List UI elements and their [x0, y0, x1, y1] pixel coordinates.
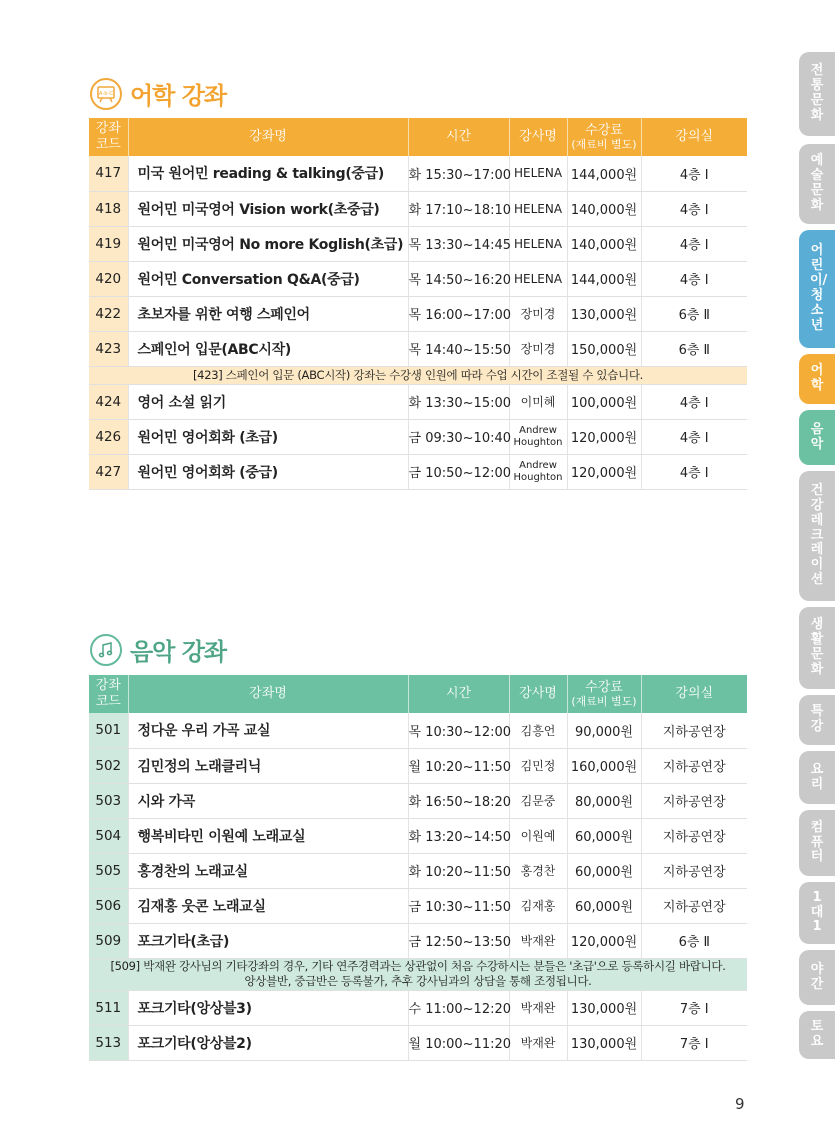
course-code: 426 [89, 419, 128, 454]
side-tab-label: 음악 [810, 421, 824, 452]
course-name: 초보자를 위한 여행 스페인어 [128, 296, 408, 331]
table-row [89, 261, 747, 296]
course-room: 4층 Ⅰ [641, 261, 747, 296]
course-name: 포크기타(앙상블3) [128, 990, 408, 1025]
header-instructor: 강사명 [509, 675, 567, 713]
course-time: 목 13:30~14:45 [408, 226, 509, 261]
course-code: 506 [89, 888, 128, 923]
course-fee: 140,000원 [567, 191, 641, 226]
side-tab-label: 1대1 [810, 889, 824, 935]
table-row [89, 419, 747, 454]
course-name: 포크기타(앙상블2) [128, 1025, 408, 1060]
course-fee: 120,000원 [567, 454, 641, 489]
header-name: 강좌명 [128, 675, 408, 713]
table-row [89, 226, 747, 261]
header-fee: 수강료 (재료비 별도) [567, 118, 641, 156]
course-time: 화 13:30~15:00 [408, 384, 509, 419]
course-name: 행복비타민 이원예 노래교실 [128, 818, 408, 853]
course-code: 420 [89, 261, 128, 296]
side-tab-3[interactable] [799, 230, 835, 348]
side-tab-label: 어린이/청소년 [810, 243, 828, 333]
course-name: 김민정의 노래클리닉 [128, 748, 408, 783]
course-name: 시와 가곡 [128, 783, 408, 818]
course-instructor: HELENA [509, 191, 567, 226]
side-tab-label: 특강 [810, 704, 824, 734]
course-room: 7층 Ⅰ [641, 1025, 747, 1060]
course-code: 417 [89, 156, 128, 191]
table-row [89, 748, 747, 783]
course-code: 505 [89, 853, 128, 888]
course-room: 지하공연장 [641, 783, 747, 818]
course-name: 포크기타(초급) [128, 923, 408, 958]
course-instructor: 박재완 [509, 990, 567, 1025]
side-tab-label: 토요 [810, 1019, 824, 1049]
side-tab-label: 생활문화 [810, 617, 824, 677]
course-fee: 80,000원 [567, 783, 641, 818]
table-row [89, 191, 747, 226]
side-tab-label: 예술문화 [810, 153, 824, 213]
table-row [89, 888, 747, 923]
table-header-row [89, 675, 747, 713]
course-room: 4층 Ⅰ [641, 419, 747, 454]
course-time: 수 11:00~12:20 [408, 990, 509, 1025]
header-time: 시간 [408, 675, 509, 713]
side-tab-7[interactable] [799, 607, 835, 689]
side-tab-4[interactable] [799, 354, 835, 404]
course-room: 7층 Ⅰ [641, 990, 747, 1025]
course-name: 원어민 영어회화 (중급) [128, 454, 408, 489]
svg-text:A·b·C: A·b·C [98, 90, 114, 97]
course-name: 영어 소설 읽기 [128, 384, 408, 419]
side-tab-2[interactable] [799, 144, 835, 224]
course-room: 지하공연장 [641, 818, 747, 853]
course-room: 지하공연장 [641, 713, 747, 748]
course-fee: 140,000원 [567, 226, 641, 261]
course-name: 스페인어 입문(ABC시작) [128, 331, 408, 366]
music-note: [509] 박재완 강사님의 기타강좌의 경우, 기타 연주경력과는 상관없이 처음 수강하시는 분들은 '초급'으로 등록하시길 바랍니다. 앙상블반, 중급반은 등록불가, 추후 강사님과의 상담을 통해 조정됩니다. [89, 958, 747, 990]
side-tab-8[interactable] [799, 695, 835, 745]
table-row [89, 713, 747, 748]
course-instructor: 장미경 [509, 296, 567, 331]
language-section-title [90, 76, 226, 111]
course-code: 511 [89, 990, 128, 1025]
page-number: 9 [735, 1095, 745, 1113]
course-room: 4층 Ⅰ [641, 156, 747, 191]
course-code: 502 [89, 748, 128, 783]
course-name: 원어민 Conversation Q&A(중급) [128, 261, 408, 296]
music-section-title [90, 632, 226, 667]
course-room: 4층 Ⅰ [641, 191, 747, 226]
table-row [89, 853, 747, 888]
course-room: 6층 Ⅱ [641, 331, 747, 366]
course-room: 4층 Ⅰ [641, 384, 747, 419]
music-section-heading: 음악 강좌 [130, 638, 227, 666]
course-instructor: HELENA [509, 261, 567, 296]
course-fee: 144,000원 [567, 156, 641, 191]
music-note-icon [90, 634, 122, 666]
course-name: 원어민 미국영어 No more Koglish(초급) [128, 226, 408, 261]
course-room: 4층 Ⅰ [641, 454, 747, 489]
table-note-row [89, 958, 747, 990]
course-code: 418 [89, 191, 128, 226]
side-tab-11[interactable] [799, 882, 835, 944]
course-instructor: 김재홍 [509, 888, 567, 923]
course-room: 지하공연장 [641, 748, 747, 783]
side-tab-label: 전통문화 [810, 63, 824, 123]
course-instructor: 이원예 [509, 818, 567, 853]
course-fee: 130,000원 [567, 296, 641, 331]
side-tab-label: 요리 [810, 761, 824, 792]
course-instructor: 이미혜 [509, 384, 567, 419]
course-fee: 90,000원 [567, 713, 641, 748]
course-room: 4층 Ⅰ [641, 226, 747, 261]
course-time: 목 14:40~15:50 [408, 331, 509, 366]
table-row [89, 990, 747, 1025]
course-instructor: HELENA [509, 226, 567, 261]
course-code: 427 [89, 454, 128, 489]
music-course-table [89, 675, 747, 1061]
course-room: 지하공연장 [641, 888, 747, 923]
side-tab-12[interactable] [799, 950, 835, 1005]
course-room: 지하공연장 [641, 853, 747, 888]
course-time: 목 14:50~16:20 [408, 261, 509, 296]
course-fee: 60,000원 [567, 853, 641, 888]
course-time: 금 10:30~11:50 [408, 888, 509, 923]
course-instructor: Andrew Houghton [509, 454, 567, 489]
course-instructor: 박재완 [509, 1025, 567, 1060]
table-row [89, 1025, 747, 1060]
language-note: [423] 스페인어 입문 (ABC시작) 강좌는 수강생 인원에 따라 수업 시간이 조절될 수 있습니다. [89, 366, 747, 384]
table-row [89, 296, 747, 331]
course-instructor: 김민정 [509, 748, 567, 783]
side-tab-1[interactable] [799, 52, 835, 136]
course-time: 금 09:30~10:40 [408, 419, 509, 454]
course-name: 원어민 미국영어 Vision work(초중급) [128, 191, 408, 226]
table-header-row [89, 118, 747, 156]
course-time: 목 10:30~12:00 [408, 713, 509, 748]
header-instructor: 강사명 [509, 118, 567, 156]
language-section-heading: 어학 강좌 [130, 82, 227, 110]
course-fee: 120,000원 [567, 419, 641, 454]
abc-board-icon [90, 78, 122, 110]
header-fee: 수강료 (재료비 별도) [567, 675, 641, 713]
course-room: 6층 Ⅱ [641, 296, 747, 331]
course-fee: 100,000원 [567, 384, 641, 419]
course-code: 501 [89, 713, 128, 748]
course-time: 월 10:20~11:50 [408, 748, 509, 783]
course-instructor: 홍경찬 [509, 853, 567, 888]
table-row [89, 783, 747, 818]
course-time: 화 15:30~17:00 [408, 156, 509, 191]
course-fee: 60,000원 [567, 888, 641, 923]
course-fee: 60,000원 [567, 818, 641, 853]
course-time: 화 16:50~18:20 [408, 783, 509, 818]
course-fee: 150,000원 [567, 331, 641, 366]
course-time: 화 17:10~18:10 [408, 191, 509, 226]
table-row [89, 384, 747, 419]
header-name: 강좌명 [128, 118, 408, 156]
side-tab-label: 건강레크레이션 [810, 482, 824, 588]
course-code: 503 [89, 783, 128, 818]
course-name: 정다운 우리 가곡 교실 [128, 713, 408, 748]
course-code: 509 [89, 923, 128, 958]
table-row [89, 923, 747, 958]
side-tab-label: 야간 [810, 961, 824, 992]
side-tab-5[interactable] [799, 410, 835, 465]
course-fee: 160,000원 [567, 748, 641, 783]
course-instructor: HELENA [509, 156, 567, 191]
table-row [89, 331, 747, 366]
course-time: 금 12:50~13:50 [408, 923, 509, 958]
course-fee: 130,000원 [567, 990, 641, 1025]
course-name: 원어민 영어회화 (초급) [128, 419, 408, 454]
table-row [89, 454, 747, 489]
side-tab-label: 어학 [810, 363, 824, 393]
course-fee: 130,000원 [567, 1025, 641, 1060]
side-tab-6[interactable] [799, 471, 835, 601]
course-name: 홍경찬의 노래교실 [128, 853, 408, 888]
side-tab-13[interactable] [799, 1011, 835, 1059]
course-time: 화 10:20~11:50 [408, 853, 509, 888]
course-code: 504 [89, 818, 128, 853]
language-course-table [89, 118, 747, 490]
course-time: 금 10:50~12:00 [408, 454, 509, 489]
course-fee: 120,000원 [567, 923, 641, 958]
course-code: 423 [89, 331, 128, 366]
course-fee: 144,000원 [567, 261, 641, 296]
course-time: 목 16:00~17:00 [408, 296, 509, 331]
table-note-row [89, 366, 747, 384]
course-name: 미국 원어민 reading & talking(중급) [128, 156, 408, 191]
table-row [89, 156, 747, 191]
header-time: 시간 [408, 118, 509, 156]
course-code: 424 [89, 384, 128, 419]
course-room: 6층 Ⅱ [641, 923, 747, 958]
course-instructor: 박재완 [509, 923, 567, 958]
course-instructor: 김문중 [509, 783, 567, 818]
header-code: 강좌 코드 [89, 675, 128, 713]
course-instructor: 김흥언 [509, 713, 567, 748]
course-instructor: Andrew Houghton [509, 419, 567, 454]
course-time: 월 10:00~11:20 [408, 1025, 509, 1060]
course-instructor: 장미경 [509, 331, 567, 366]
header-code: 강좌 코드 [89, 118, 128, 156]
course-code: 419 [89, 226, 128, 261]
course-code: 513 [89, 1025, 128, 1060]
side-tab-label: 컴퓨터 [810, 819, 824, 865]
header-room: 강의실 [641, 675, 747, 713]
header-room: 강의실 [641, 118, 747, 156]
table-row [89, 818, 747, 853]
course-code: 422 [89, 296, 128, 331]
course-name: 김재홍 웃콘 노래교실 [128, 888, 408, 923]
course-time: 화 13:20~14:50 [408, 818, 509, 853]
side-tab-9[interactable] [799, 751, 835, 804]
side-tab-10[interactable] [799, 810, 835, 876]
